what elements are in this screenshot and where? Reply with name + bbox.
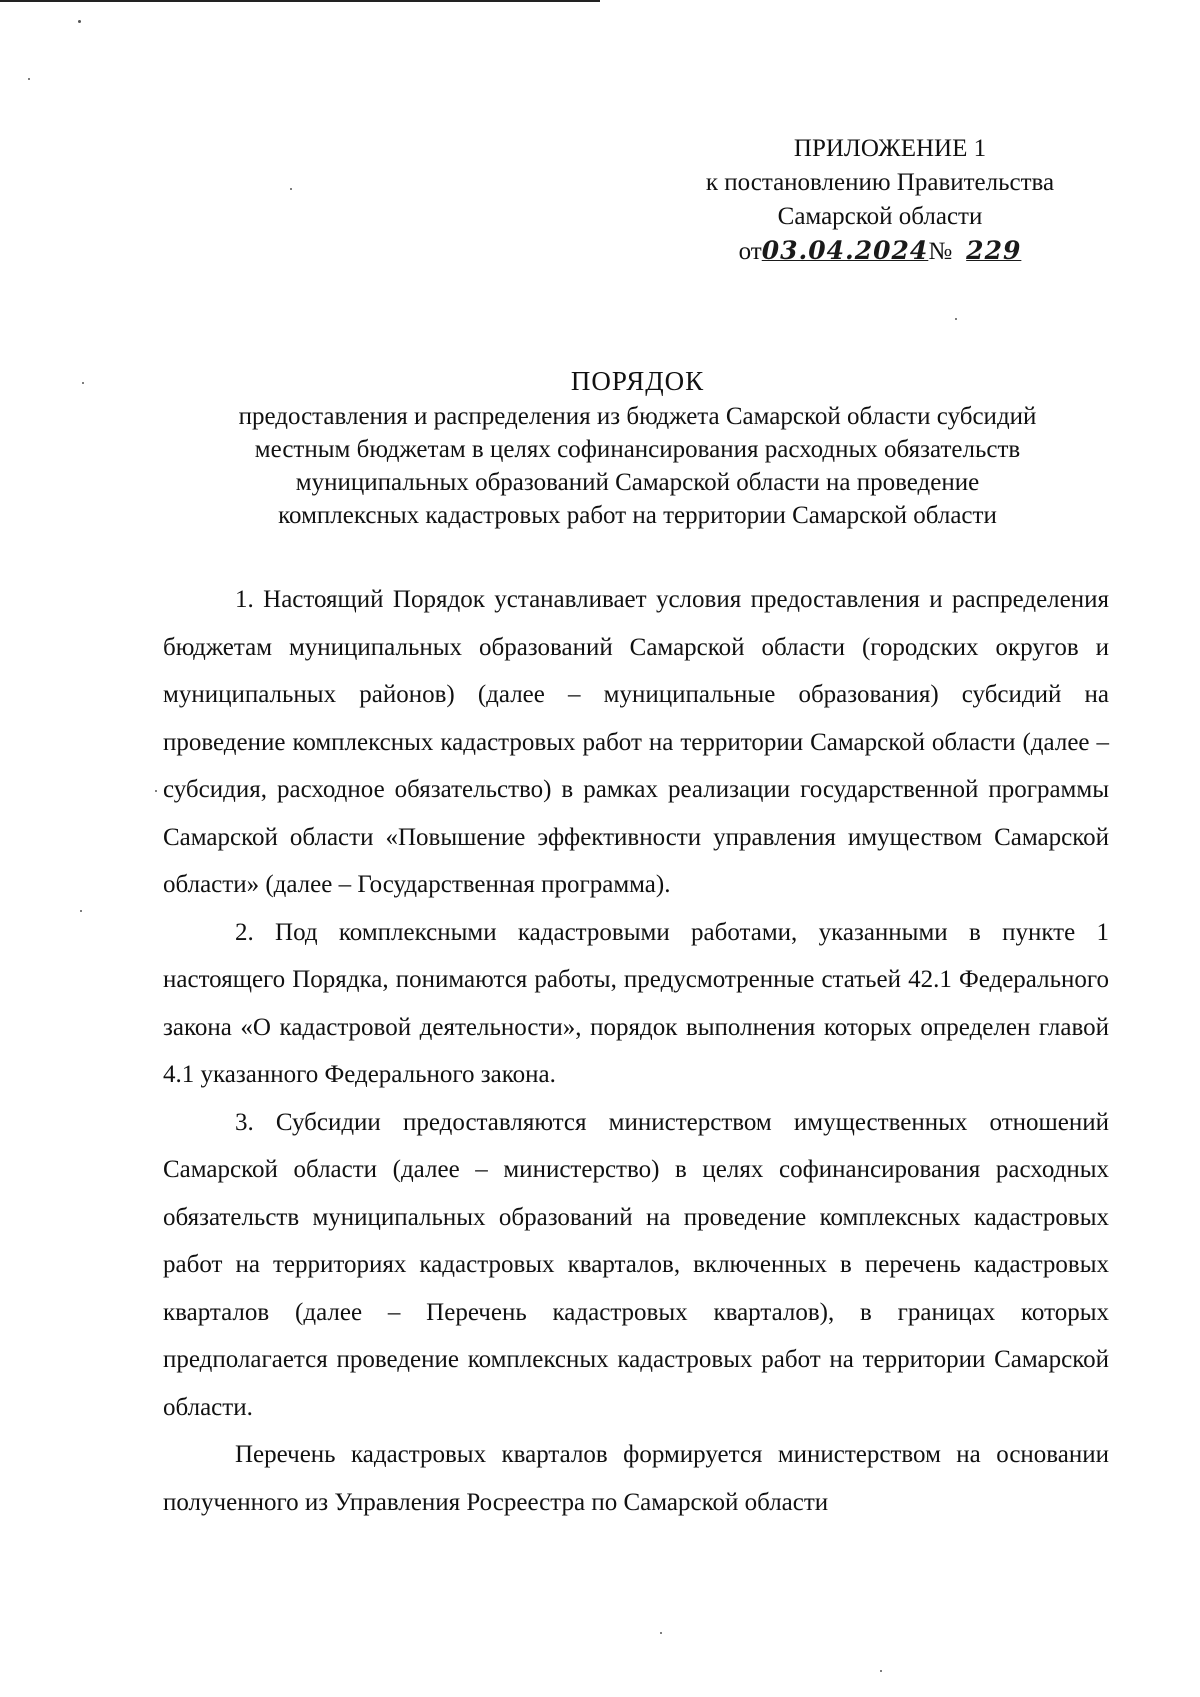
date-prefix: от [738, 238, 762, 265]
title-line-4: комплексных кадастровых работ на территории Самарской области [278, 502, 997, 529]
appendix-block [660, 132, 1100, 269]
appendix-title: ПРИЛОЖЕНИЕ 1 [793, 135, 987, 162]
title-line-1: предоставления и распределения из бюджета Самарской области субсидий [238, 403, 1037, 430]
appendix-date-line [660, 234, 1100, 269]
scan-speck [28, 78, 30, 80]
scan-speck [290, 188, 292, 190]
scan-speck [880, 1670, 882, 1672]
number-prefix: № [928, 238, 953, 265]
title-line-2: местным бюджетам в целях софинансирования расходных обязательств [254, 436, 1021, 463]
paragraph-3: 3. Субсидии предоставляются министерством имущественных отношений Самарской области (далее – министерство) в целях софинансирования расходных обязательств муниципальных образований на проведение комплексных кадастровых работ на территориях кадастровых кварталов, включенных в перечень кадастровых кварталов (далее – Перечень кадастровых кварталов), в границах которых предполагается проведение комплексных кадастровых работ на территории Самарской области. [163, 1108, 1109, 1421]
paragraph-1: 1. Настоящий Порядок устанавливает условия предоставления и распределения бюджетам муниципальных образований Самарской области (городских округов и муниципальных районов) (далее – муниципальные образования) субсидий на проведение комплексных кадастровых работ на территории Самарской области (далее – субсидия, расходное обязательство) в рамках реализации государственной программы Самарской области «Повышение эффективности управления имуществом Самарской области» (далее – Государственная программа). [163, 586, 1109, 898]
title-line-3: муниципальных образований Самарской области на проведение [295, 469, 980, 496]
document-body [163, 576, 1109, 1526]
document-title [150, 365, 1125, 532]
paragraph-4: Перечень кадастровых кварталов формируется министерством на основании полученного из Управления Росреестра по Самарской области [163, 1441, 1109, 1516]
scan-speck [80, 910, 82, 912]
scan-speck [82, 382, 84, 384]
scan-speck [955, 318, 957, 320]
scan-speck [155, 790, 157, 792]
scan-edge-line [0, 0, 600, 2]
appendix-line-1: к постановлению Правительства [705, 169, 1055, 196]
title-main: ПОРЯДОК [570, 366, 705, 396]
appendix-line-2: Самарской области [777, 203, 983, 230]
scan-speck [78, 20, 81, 23]
scan-speck [660, 1632, 662, 1634]
handwritten-number: 229 [966, 236, 1022, 265]
paragraph-2: 2. Под комплексными кадастровыми работами, указанными в пункте 1 настоящего Порядка, понимаются работы, предусмотренные статьей 42.1 Федерального закона «О кадастровой деятельности», порядок выполнения которых определен главой 4.1 указанного Федерального закона. [163, 918, 1109, 1088]
handwritten-date: 03.04.2024 [761, 236, 929, 265]
